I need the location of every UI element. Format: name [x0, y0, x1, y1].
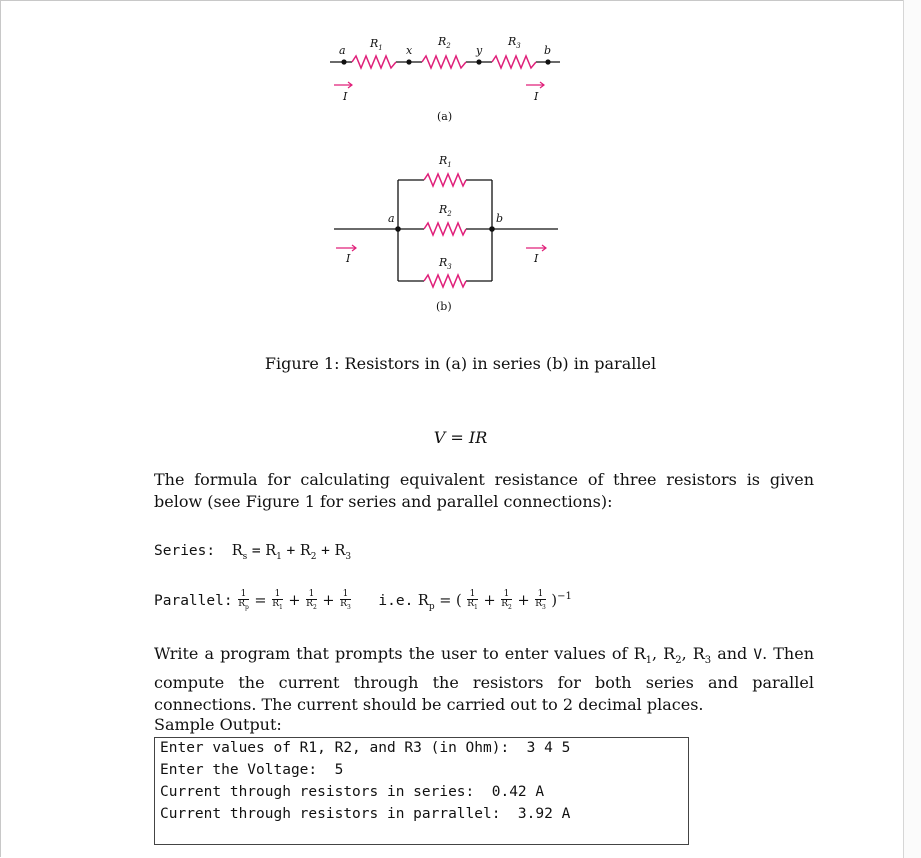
- resistor-r3-series: [492, 56, 536, 68]
- svg-text:R3: $R_3$: [439, 256, 452, 271]
- node-y-dot: [476, 59, 481, 64]
- parallel-label: Parallel:: [154, 592, 233, 609]
- parallel-formula: Parallel: $\frac{1}{R_p}$ = $\frac{1}{R_1}$ + $\frac{1}{R_2}$ + $\frac{1}{R_3}$ i.e. $R_p$ = ( $\frac{1}{R_1}$ + $\frac{1}{R_2}$ + $\frac{1}{R_3}$ )$^{-1}$: [154, 589, 572, 612]
- resistor-r1-parallel: [424, 174, 466, 186]
- svg-text:R1: $R_1$: [439, 154, 452, 169]
- node-a-label-b: a: [388, 212, 395, 225]
- sample-output-box: [154, 737, 689, 845]
- node-b-dot: [545, 59, 550, 64]
- current-label-right-b: I: [534, 252, 539, 265]
- figure-parallel-diagram: [320, 150, 580, 320]
- ohms-law-equation: V = IR: [433, 428, 488, 447]
- resistor-r2-series: [422, 56, 466, 68]
- intro-paragraph: The formula for calculating equivalent resistance of three resistors is given below (see Figure 1 for series and parallel connections):: [154, 470, 814, 511]
- node-b-junction: [489, 226, 495, 232]
- figure-caption: Figure 1: Resistors in (a) in series (b) in parallel: [264, 354, 657, 373]
- current-label-left-b: I: [346, 252, 351, 265]
- node-y-label: y: [476, 44, 483, 57]
- node-b-label: b: [544, 44, 552, 57]
- node-x-label: x: [406, 44, 413, 57]
- resistor-r3-parallel: [424, 275, 466, 287]
- svg-text:R1: $R_1$: [370, 37, 383, 52]
- node-b-label-b: b: [496, 212, 504, 225]
- figure-a-label: (a): [437, 110, 453, 123]
- node-a-label: a: [339, 44, 346, 57]
- current-label-left: I: [343, 90, 348, 103]
- svg-text:R2: $R_2$: [438, 35, 451, 50]
- figure-series-diagram: [320, 28, 580, 128]
- output-line: Current through resistors in parrallel: 3.92 A: [160, 806, 571, 822]
- output-line: Enter the Voltage: 5: [160, 762, 344, 778]
- current-label-right: I: [534, 90, 539, 103]
- sample-output-label: Sample Output:: [154, 715, 282, 734]
- svg-text:R3: $R_3$: [508, 35, 521, 50]
- series-formula: Series: $R_s = R_1 + R_2 + R_3$: [154, 543, 352, 562]
- node-x-dot: [406, 59, 411, 64]
- node-a-dot: [341, 59, 346, 64]
- output-line: Enter values of R1, R2, and R3 (in Ohm): 3 4 5: [160, 740, 571, 756]
- resistor-r1-series: [352, 56, 396, 68]
- svg-text:R2: $R_2$: [439, 203, 452, 218]
- output-line: Current through resistors in series: 0.42 A: [160, 784, 545, 800]
- task-paragraph: Write a program that prompts the user to enter values of $R_1$, $R_2$, $R_3$ and V. Then compute the current through the resistors for both series and parallel connections. The current should be carried out to 2 decimal places.: [154, 644, 815, 715]
- node-a-junction: [395, 226, 401, 232]
- figure-b-label: (b): [436, 300, 452, 313]
- resistor-r2-parallel: [424, 223, 466, 235]
- series-label: Series:: [154, 543, 216, 559]
